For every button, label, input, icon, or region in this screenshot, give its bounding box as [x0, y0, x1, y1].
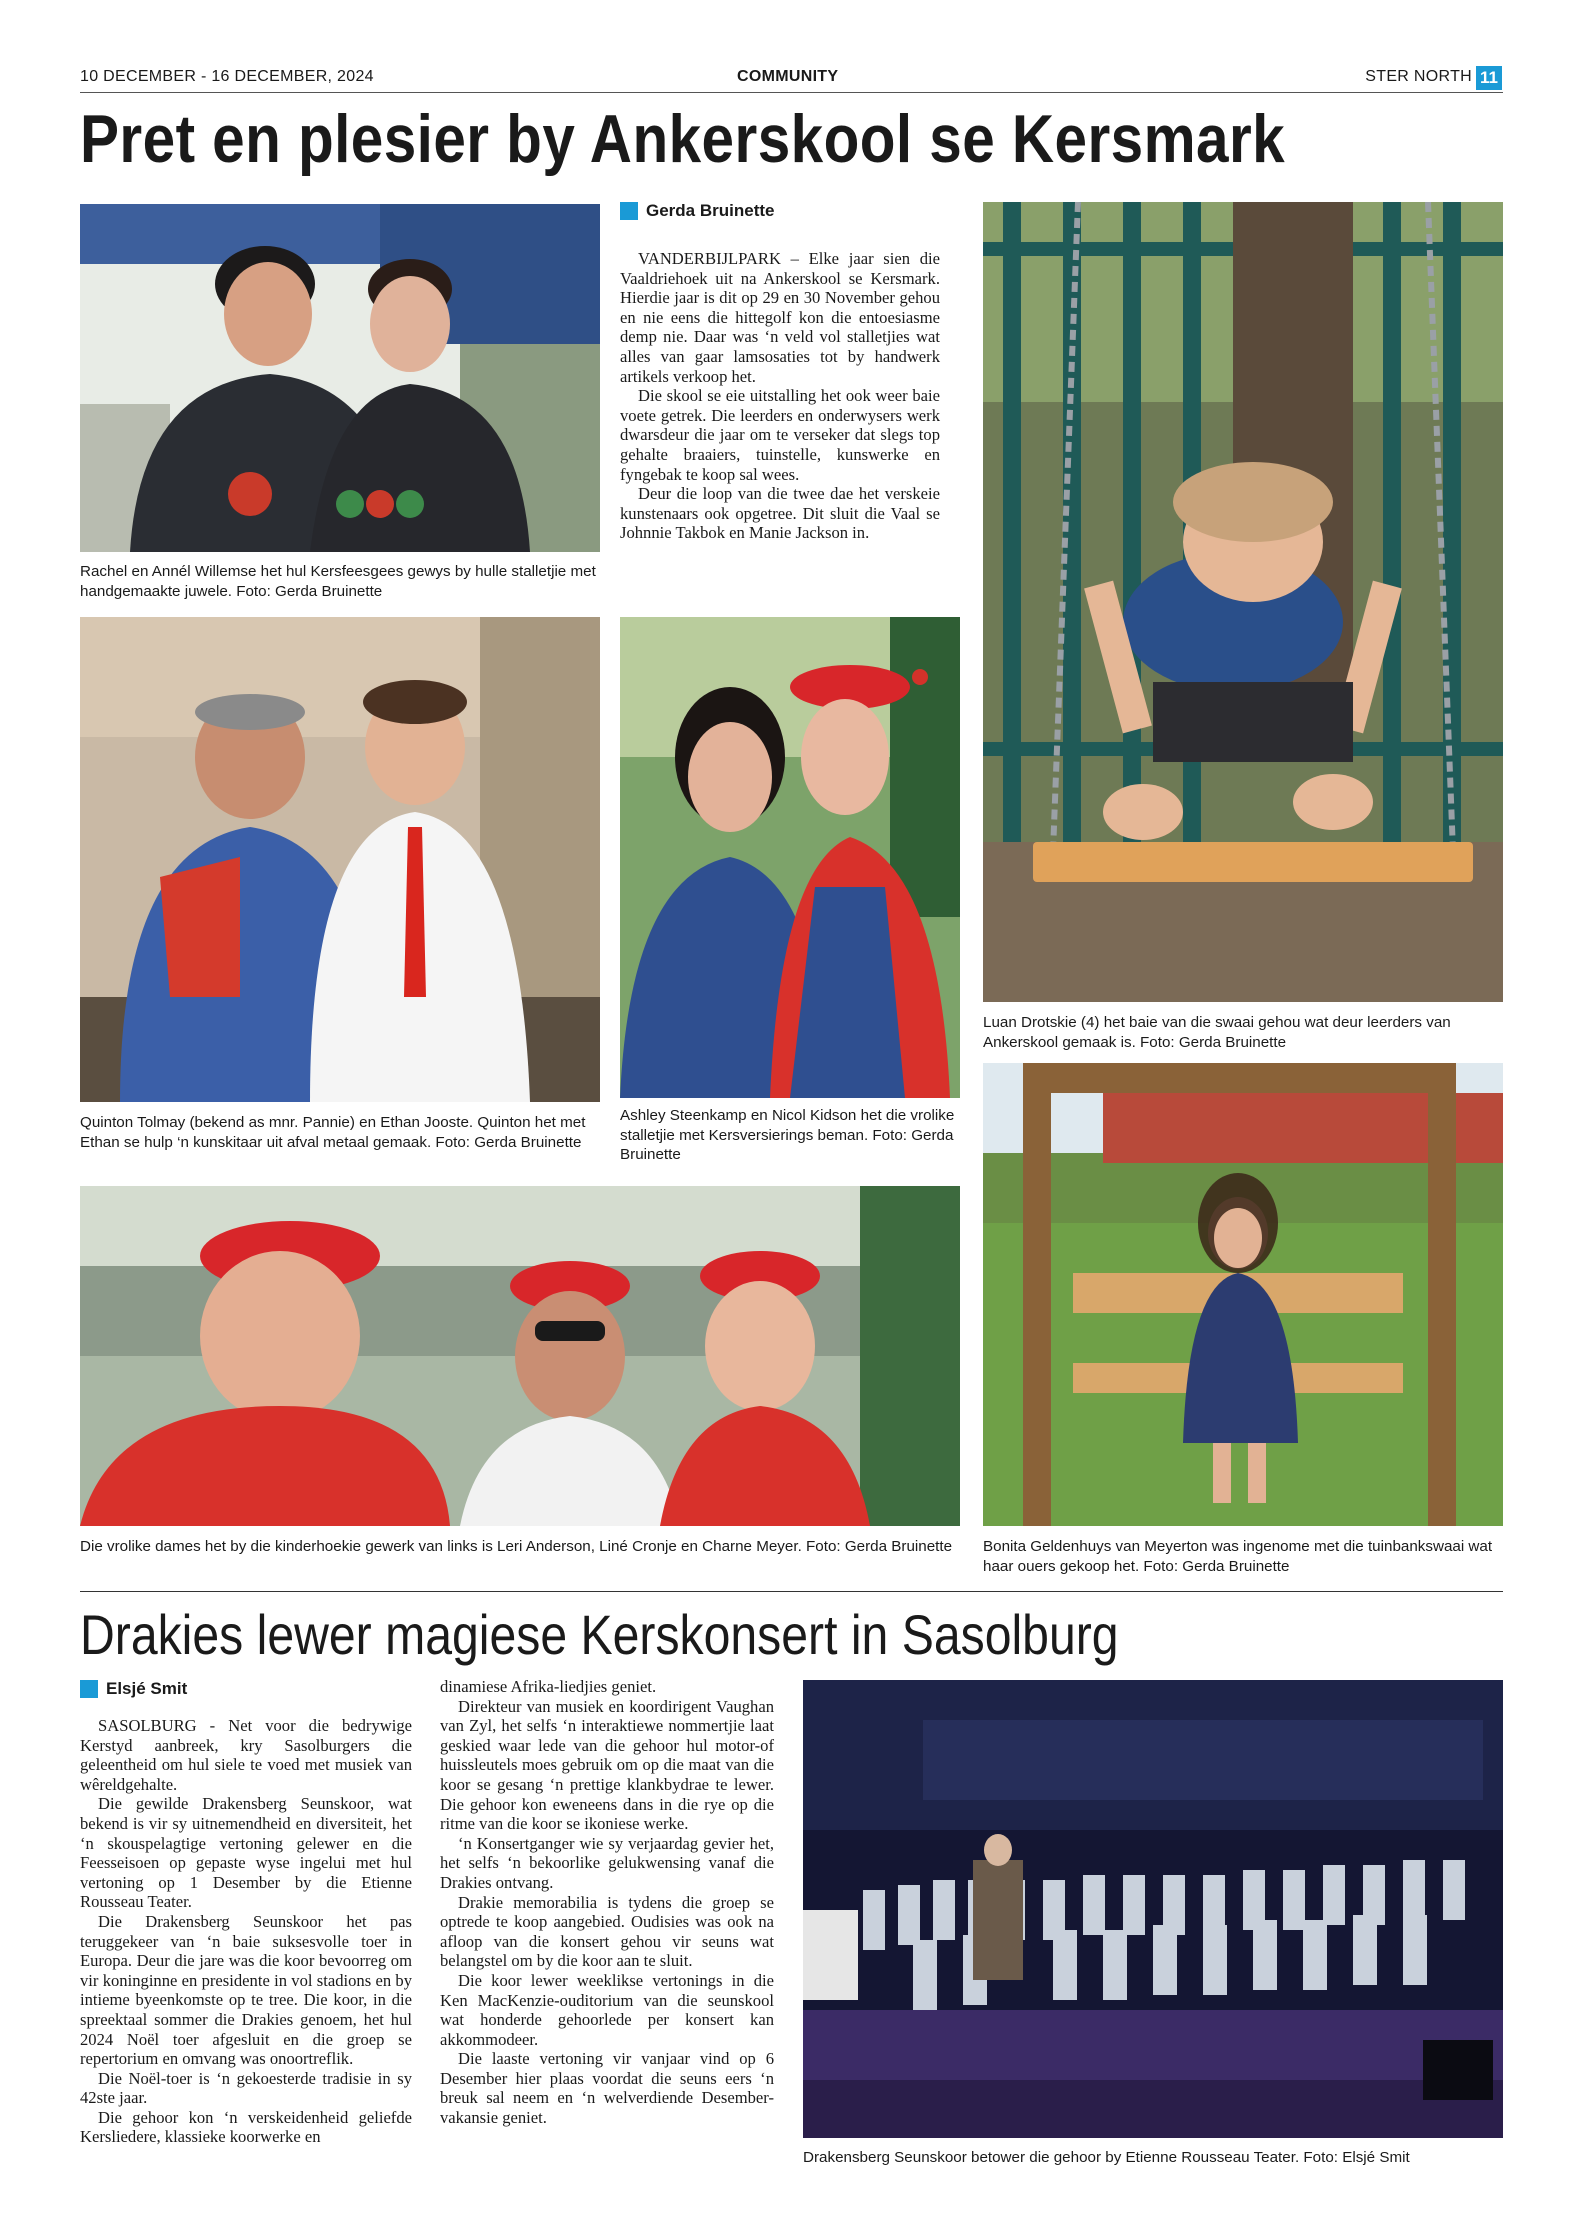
caption-photo1: Rachel en Annél Willemse het hul Kersfeesgees gewys by hulle stalletjie met handgemaakte juwele. Foto: Gerda Bruinette [80, 563, 596, 600]
byline-name: Elsjé Smit [106, 1679, 188, 1698]
caption-photo4: Luan Drotskie (4) het baie van die swaai gehou wat deur leerders van Ankerskool gemaak is. Foto: Gerda Bruinette [983, 1014, 1451, 1051]
photo-drakensberg-choir [803, 1680, 1503, 2138]
issue-date: 10 DECEMBER - 16 DECEMBER, 2024 [80, 68, 374, 85]
article1-byline [620, 201, 774, 221]
caption-choir: Drakensberg Seunskoor betower die gehoor by Etienne Rousseau Teater. Foto: Elsjé Smit [803, 2149, 1410, 2166]
article2-paragraph: Die Drakensberg Seunskoor het pas teruggekeer van ‘n baie suksesvolle toer in Europa. Deur die jare was die koor bevoorreg om vir koninginne en presidente in vol stadions en by intieme byeenkomste op te tree. Die koor, in die spreektaal sommer die Drakies genoem, het hul 2024 Noël toer afgesluit en die groep se repertorium en omvang was onoortreflik. [80, 1911, 412, 2069]
article2-paragraph: dinamiese Afrika-liedjies geniet. [440, 1677, 657, 1696]
caption-photo6: Bonita Geldenhuys van Meyerton was ingenome met die tuinbankswaai wat haar ouers gekoop het. Foto: Gerda Bruinette [983, 1538, 1493, 1575]
article1-headline: Pret en plesier by Ankerskool se Kersmark [80, 101, 1286, 177]
article2-paragraph: Die gehoor kon ‘n verskeidenheid geliefde Kersliedere, klassieke koorwerke en [80, 2107, 412, 2147]
caption-photo3: Ashley Steenkamp en Nicol Kidson het die vrolike stalletjie met Kersversierings beman. Foto: Gerda Bruinette [620, 1107, 955, 1163]
article2-byline [80, 1679, 187, 1699]
photo-geldenhuys-swing [983, 1063, 1503, 1526]
photo-boy-swing [983, 202, 1503, 1002]
article2-paragraph: SASOLBURG - Net voor die bedrywige Kerstyd aanbreek, kry Sasolburgers die geleentheid om hul siele te voed met musiek van wêreldgehalte. [80, 1716, 412, 1794]
article1-paragraph: Die skool se eie uitstalling het ook weer baie voete getrek. Die leerders en onderwysers werk dwarsdeur die jaar om te verseker dat slegs top gehalte braaiers, tuinstelle, kunswerke en fyngebak te koop sal wees. [620, 386, 940, 484]
paper-name: STER NORTH [1365, 68, 1472, 85]
article2-paragraph: Direkteur van musiek en koordirigent Vaughan van Zyl, het selfs ‘n interaktiewe nommertjie laat geskied waar lede van die gehoor hul motor-of huissleutels moes gebruik om op die maat van die koor se gesang ‘n prettige klankbydrae te lewer. Die gehoor kon eweneens dans in die rye op die ritme van die koor se ikoniese werke. [440, 1696, 774, 1834]
article1-body [620, 249, 940, 543]
article2-paragraph: Die Noël-toer is ‘n gekoesterde tradisie in sy 42ste jaar. [80, 2068, 412, 2108]
photo-tolmay-jooste [80, 617, 600, 1102]
article2-paragraph: ‘n Konsertganger wie sy verjaardag gevier het, het selfs ‘n bekoorlike gelukwensing vanaf die Drakies ontvang. [440, 1833, 774, 1892]
photo-steenkamp-kidson [620, 617, 960, 1098]
header-rule [80, 92, 1503, 93]
article2-paragraph: Die koor lewer weeklikse vertonings in die Ken MacKenzie-ouditorium van die seunskool wat honderde gehoorlede per konsert kan akkommodeer. [440, 1970, 774, 2049]
caption-photo2: Quinton Tolmay (bekend as mnr. Pannie) en Ethan Jooste. Quinton het met Ethan se hulp ‘n kunskitaar uit afval metaal gemaak. Foto: Gerda Bruinette [80, 1114, 586, 1151]
photo-willemse-stall [80, 204, 600, 552]
article2-col1 [80, 1716, 412, 2147]
caption-photo5: Die vrolike dames het by die kinderhoekie gewerk van links is Leri Anderson, Liné Cronje en Charne Meyer. Foto: Gerda Bruinette [80, 1538, 953, 1555]
article2-paragraph: Die gewilde Drakensberg Seunskoor, wat bekend is vir sy uitnemendheid en diversiteit, het ‘n skouspelagtige vertoning gelewer en die Feesseisoen op gepaste wyse ingelui met hul vertoning op 1 Desember by die Etienne Rousseau Teater. [80, 1794, 412, 1912]
byline-marker [80, 1680, 98, 1698]
section-label: COMMUNITY [737, 68, 839, 85]
photo-three-ladies [80, 1186, 960, 1526]
article2-paragraph: Drakie memorabilia is tydens die groep se optrede te koop aangebied. Oudisies was ook na afloop van die konsert gehou vir seuns wat belangstel om by die koor aan te sluit. [440, 1892, 774, 1971]
article-divider [80, 1591, 1503, 1592]
article2-col2 [440, 1677, 774, 2128]
byline-name: Gerda Bruinette [646, 201, 775, 220]
page-number: 11 [1476, 66, 1502, 90]
article2-paragraph: Die laaste vertoning vir vanjaar vind op 6 Desember hier plaas voordat die seuns eers ‘n breuk sal neem en ‘n welverdiende Desember-vakansie geniet. [440, 2049, 774, 2128]
byline-marker [620, 202, 638, 220]
article1-paragraph: VANDERBIJLPARK – Elke jaar sien die Vaaldriehoek uit na Ankerskool se Kersmark. Hierdie jaar is dit op 29 en 30 November gehou en nie eens die hittegolf kon die entoesiasme demp nie. Daar was ‘n veld vol stalletjies wat alles van gaar lamsosaties tot by handwerk artikels verkoop het. [620, 249, 940, 386]
article2-headline: Drakies lewer magiese Kerskonsert in Sasolburg [80, 1603, 1119, 1666]
article1-paragraph: Deur die loop van die twee dae het verskeie kunstenaars ook opgetree. Dit sluit die Vaal se Johnnie Takbok en Manie Jackson in. [620, 484, 940, 543]
